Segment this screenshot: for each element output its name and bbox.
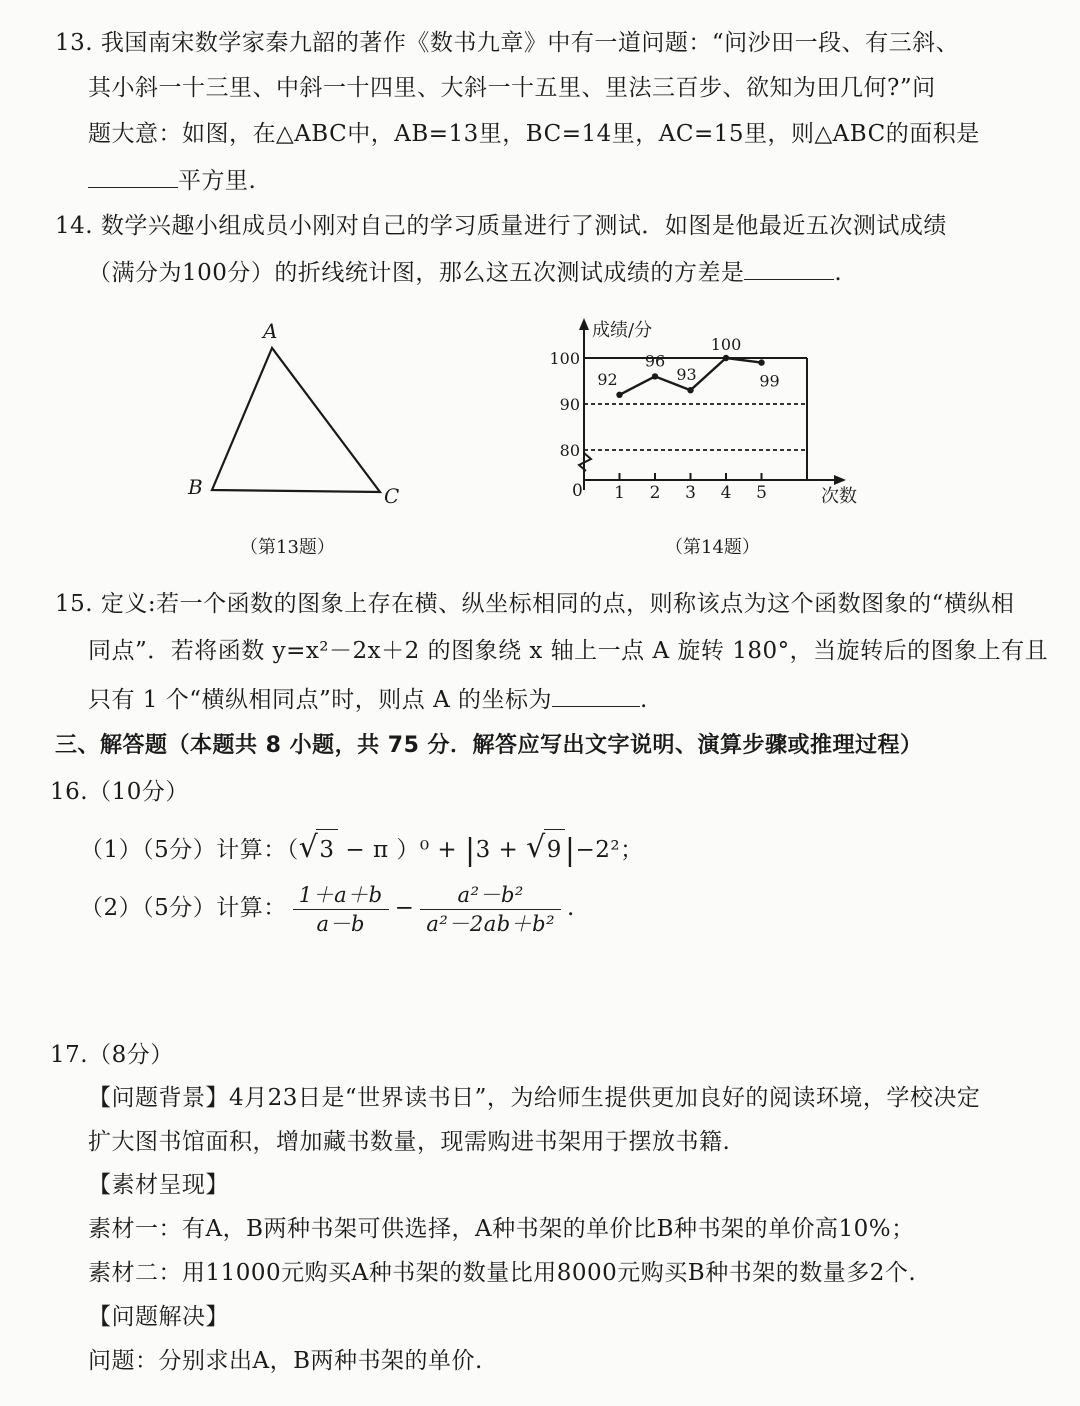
fraction-2-numerator: a²－b²	[420, 882, 561, 910]
origin-label: 0	[572, 481, 583, 501]
q16-fraction-1	[293, 882, 389, 937]
vertex-label-b: B	[188, 475, 203, 499]
data-point	[687, 387, 693, 393]
q14-line-2-text: （满分为100分）的折线统计图，那么这五次测试成绩的方差是	[88, 260, 745, 286]
q16-part-1	[80, 828, 644, 868]
q16-p2-prefix: （2）（5分）计算：	[80, 895, 287, 921]
q17-solve-heading: 【问题解决】	[88, 1304, 229, 1330]
q15-line-2: 同点”．若将函数 y=x²－2x＋2 的图象绕 x 轴上一点 A 旋转 180°，当旋转后的图象上有且	[88, 638, 1049, 664]
data-point	[616, 392, 622, 398]
data-label: 100	[710, 335, 742, 354]
q13-unit: 平方里.	[178, 168, 257, 194]
y-axis-label: 成绩/分	[592, 320, 653, 341]
sqrt-sign-icon: √	[298, 830, 319, 865]
q17-background-line-1: 【问题背景】4月23日是“世界读书日”，为给师生提供更加良好的阅读环境，学校决定	[88, 1085, 981, 1111]
figure-14-caption: （第14题）	[665, 537, 760, 558]
x-axis-arrow	[834, 475, 846, 485]
data-label: 92	[597, 369, 618, 389]
x-tick-label: 5	[756, 483, 767, 503]
q13-line-4	[88, 165, 256, 196]
data-point	[758, 359, 764, 365]
q15-line-3-end: .	[640, 687, 648, 713]
q15-line-3	[88, 684, 648, 715]
q17-material-heading: 【素材呈现】	[88, 1172, 229, 1198]
x-axis-label: 次数	[821, 486, 857, 507]
q16-title: 16.（10分）	[50, 779, 189, 805]
q16-part-2	[80, 878, 575, 938]
data-point	[723, 355, 729, 361]
q16-p1-sqrt3: 3	[316, 829, 337, 870]
q13-line-1: 13. 我国南宋数学家秦九韶的著作《数书九章》中有一道问题：“问沙田一段、有三斜、	[55, 30, 960, 56]
q16-p1-inner: 3 +	[475, 837, 527, 863]
x-tick-label: 4	[720, 483, 732, 503]
q14-line-1: 14. 数学兴趣小组成员小刚对自己的学习质量进行了测试．如图是他最近五次测试成绩	[55, 213, 947, 239]
data-label: 96	[644, 351, 666, 371]
fraction-2-denominator: a²－2ab＋b²	[426, 911, 556, 936]
q16-p1-mid: − π ）⁰ +	[337, 837, 465, 863]
q14-line-2	[88, 257, 842, 288]
y-tick-label-90: 90	[559, 395, 580, 414]
y-tick-label-80: 80	[559, 441, 580, 460]
figure-14-line-chart	[540, 310, 870, 520]
q17-material-2: 素材二：用11000元购买A种书架的数量比用8000元购买B种书架的数量多2个.	[88, 1260, 917, 1286]
x-tick-label: 3	[685, 483, 696, 503]
figure-13-caption: （第13题）	[240, 537, 335, 558]
q16-fraction-2	[420, 882, 561, 937]
x-ticks	[614, 473, 767, 503]
figure-13-triangle	[170, 310, 420, 520]
fraction-1-numerator: 1＋a＋b	[293, 882, 389, 910]
section-3-heading: 三、解答题（本题共 8 小题，共 75 分．解答应写出文字说明、演算步骤或推理过程）	[55, 733, 923, 758]
q15-answer-blank[interactable]	[552, 684, 640, 707]
y-tick-label-100: 100	[549, 349, 580, 368]
q17-question: 问题：分别求出A，B两种书架的单价.	[88, 1348, 483, 1374]
q17-background-line-2: 扩大图书馆面积，增加藏书数量，现需购进书架用于摆放书籍.	[88, 1129, 731, 1155]
abs-bar-left-icon: |	[464, 833, 476, 868]
q13-answer-blank[interactable]	[88, 165, 178, 188]
triangle-abc	[212, 348, 380, 492]
q16-p1-prefix: （1）（5分）计算：（	[80, 837, 299, 863]
data-label: 93	[676, 365, 697, 385]
q15-line-1: 15. 定义:若一个函数的图象上存在横、纵坐标相同的点，则称该点为这个函数图象的“横纵相	[55, 591, 1015, 617]
q16-p2-minus: −	[394, 895, 415, 921]
q13-line-3: 题大意：如图，在△ABC中，AB=13里，BC=14里，AC=15里，则△ABC的面积是	[88, 121, 980, 147]
data-point	[652, 373, 658, 379]
data-points	[597, 335, 779, 398]
q16-p1-sqrt9: 9	[544, 829, 565, 870]
fraction-1-denominator: a－b	[316, 911, 365, 936]
x-tick-label: 1	[614, 483, 625, 503]
q15-line-3-text: 只有 1 个“横纵相同点”时，则点 A 的坐标为	[88, 687, 553, 713]
data-label: 99	[759, 371, 780, 391]
abs-bar-right-icon: |	[564, 833, 576, 868]
q13-line-2: 其小斜一十三里、中斜一十四里、大斜一十五里、里法三百步、欲知为田几何?”问	[88, 75, 936, 101]
x-tick-label: 2	[649, 483, 661, 503]
q16-p2-end: .	[567, 895, 575, 921]
q16-p1-end: −2²；	[575, 837, 644, 863]
q14-answer-blank[interactable]	[744, 257, 834, 280]
q17-title: 17.（8分）	[50, 1042, 174, 1068]
vertex-label-a: A	[263, 319, 278, 343]
sqrt-sign-icon: √	[526, 830, 546, 865]
q17-material-1: 素材一：有A，B两种书架可供选择，A种书架的单价比B种书架的单价高10%；	[88, 1216, 915, 1242]
vertex-label-c: C	[384, 484, 400, 508]
q14-line-2-end: .	[834, 260, 843, 286]
y-axis-arrow	[579, 318, 589, 330]
